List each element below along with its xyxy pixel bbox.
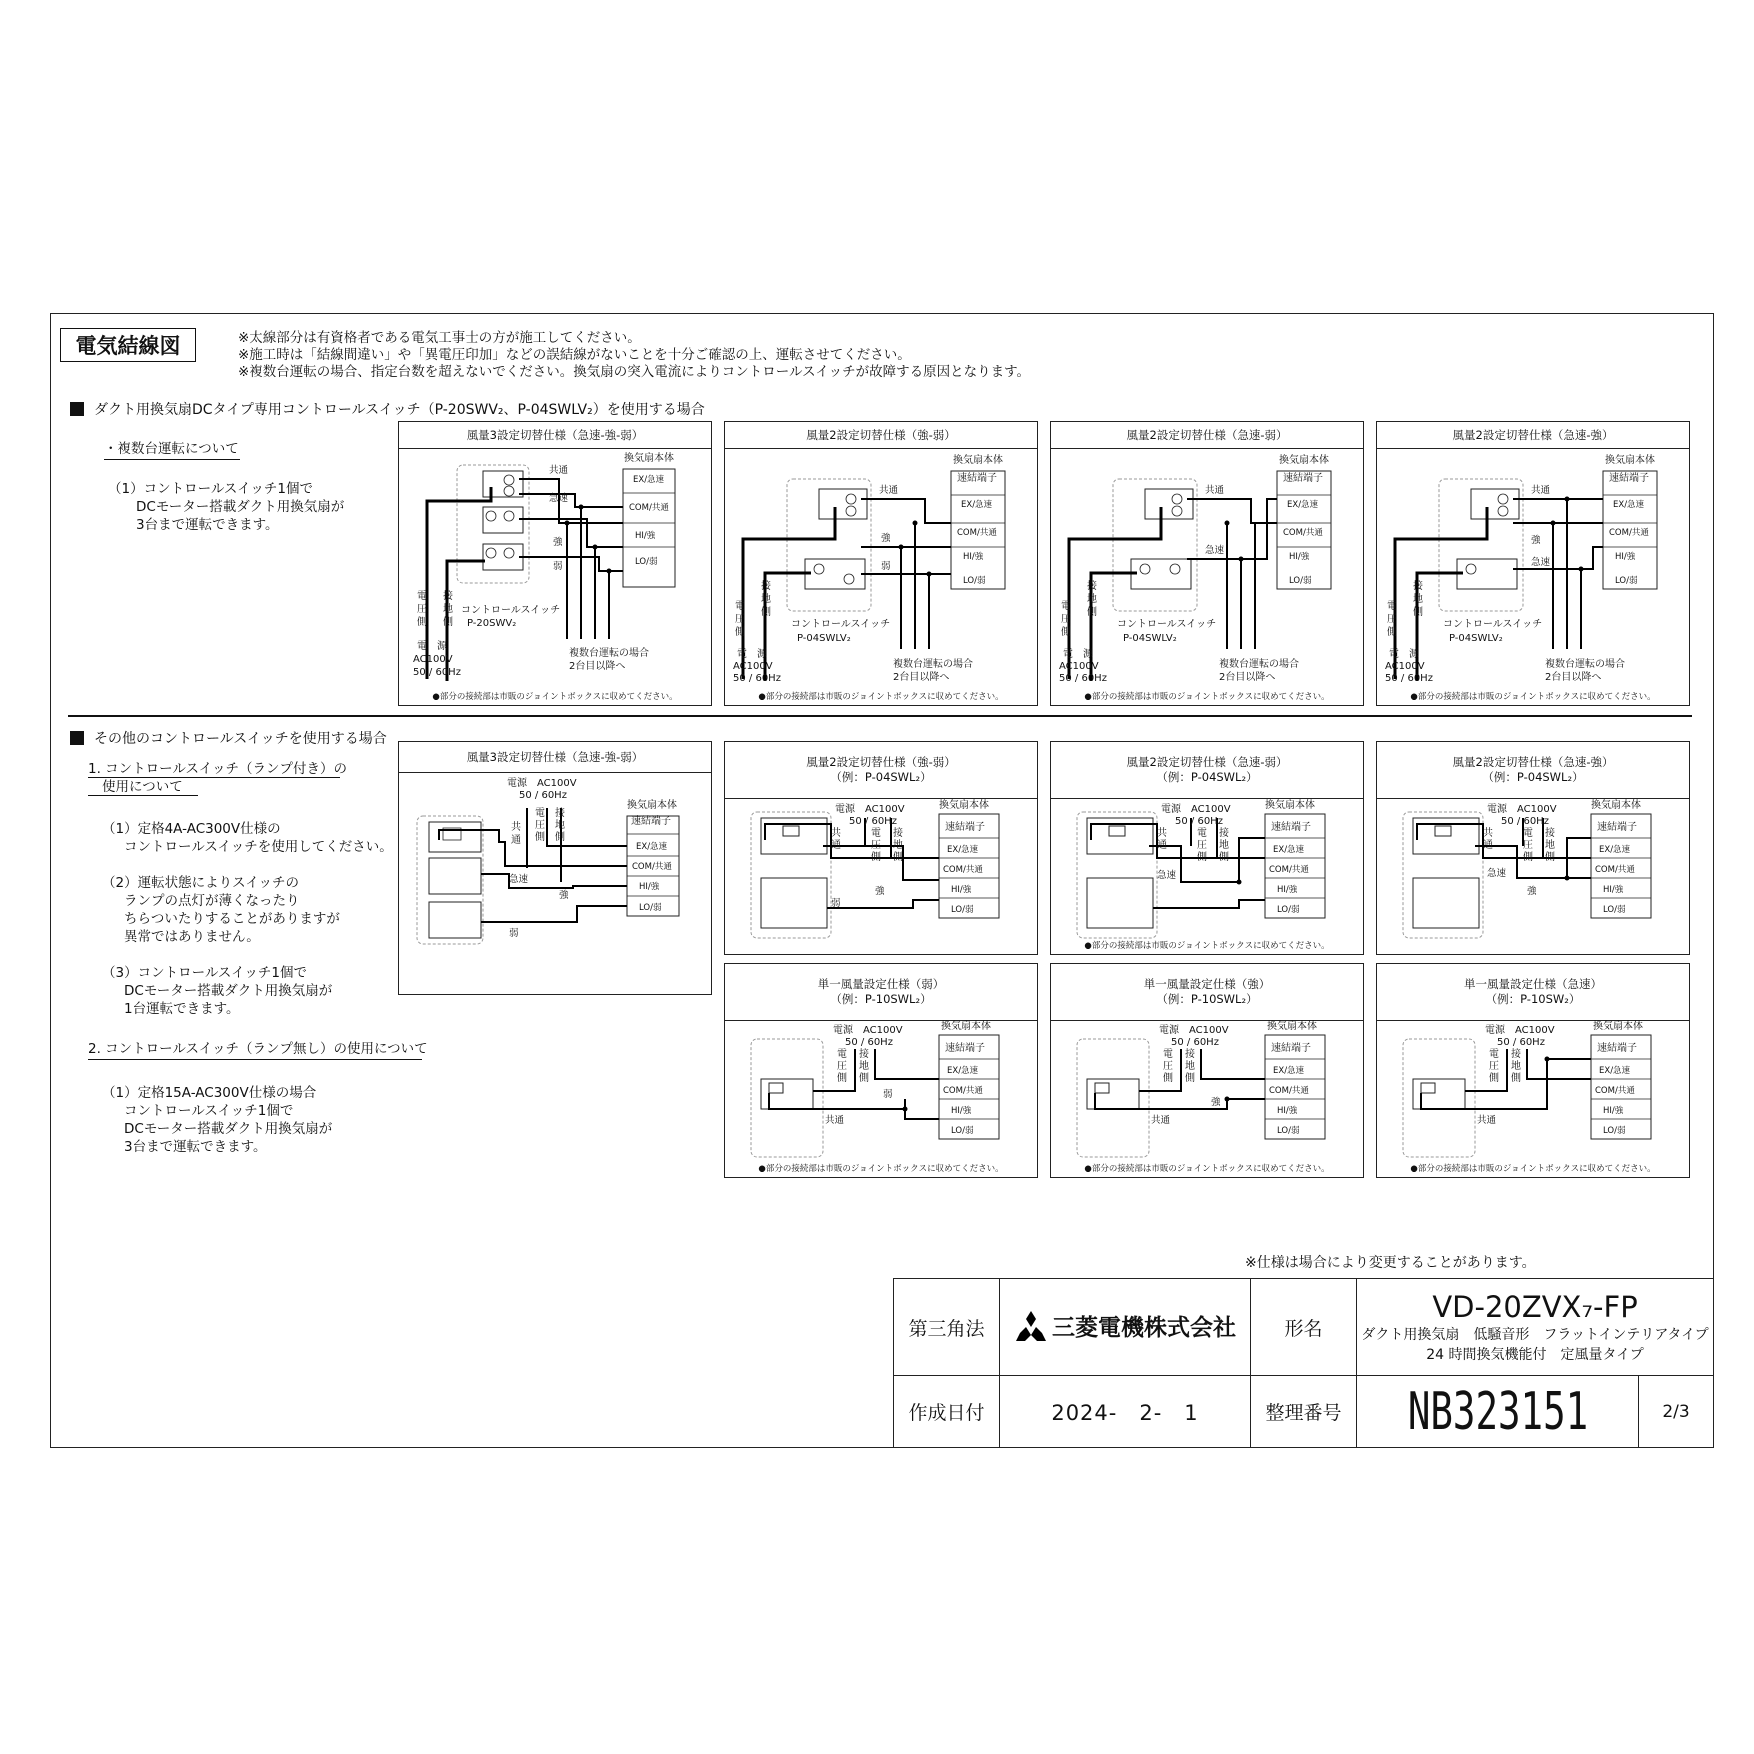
svg-text:電: 電: [1489, 1049, 1499, 1060]
svg-text:EX/急速: EX/急速: [947, 1066, 979, 1076]
svg-text:電 源: 電 源: [737, 649, 767, 660]
svg-text:通: 通: [511, 835, 521, 846]
svg-text:弱: 弱: [831, 898, 841, 909]
svg-text:電 源: 電 源: [417, 641, 447, 652]
svg-text:2台目以降へ: 2台目以降へ: [569, 661, 626, 672]
svg-text:側: 側: [735, 627, 745, 638]
company-name: 三菱電機株式会社: [1052, 1315, 1236, 1342]
svg-text:COM/共通: COM/共通: [1269, 1086, 1309, 1096]
wiring-diagram: [1377, 1019, 1688, 1177]
svg-text:LO/弱: LO/弱: [1277, 905, 1300, 915]
wiring-panel-r1-1: 風量3設定切替仕様（急速-強-弱） 換気扇本体 EX/急速 COM/共通 HI/強 LO/弱 共通 急速 強 弱 電 圧 側 接 地 側 コントロールスイッチ P-20SWV₂ 電 源 AC100V 50 / 60Hz 複数台運転の場合 2台目以降へ ●部分の接続部は市販のジョイントボックスに収めてください。: [398, 421, 712, 706]
svg-text:EX/急速: EX/急速: [961, 500, 993, 510]
svg-text:HI/強: HI/強: [639, 882, 660, 892]
model-desc-1: ダクト用換気扇 低騒音形 フラットインテリアタイプ: [1361, 1327, 1709, 1343]
svg-text:電源 AC100V: 電源 AC100V: [1487, 804, 1557, 815]
model-number: VD-20ZVX₇-FP: [1432, 1290, 1638, 1324]
wiring-panel-r3-1: 単一風量設定仕様（弱） （例：P-10SWL₂） 電源 AC100V 50 / 60Hz 換気扇本体 速結端子 EX/急速 COM/共通 HI/強 LO/弱 電 圧 側 接 地 側 共通 弱 ●部分の接続部は市販のジョイントボックスに収めてください。: [724, 963, 1038, 1178]
svg-text:共通: 共通: [549, 465, 569, 476]
wiring-diagram: [399, 772, 710, 994]
svg-text:急速: 急速: [1487, 868, 1507, 879]
svg-text:共通: 共通: [825, 1115, 845, 1126]
svg-text:側: 側: [761, 607, 771, 618]
svg-text:圧: 圧: [1387, 614, 1397, 625]
svg-text:電源 AC100V: 電源 AC100V: [833, 1025, 903, 1036]
multi-text: （1）コントロールスイッチ1個で DCモーター搭載ダクト用換気扇が 3台まで運転できます。: [108, 481, 345, 533]
wiring-diagram: [1051, 798, 1362, 954]
svg-text:電源 AC100V: 電源 AC100V: [1159, 1025, 1229, 1036]
panel-title: 風量2設定切替仕様（急速-弱） （例：P-04SWL₂）: [1051, 742, 1363, 799]
wiring-diagram: [1377, 449, 1688, 705]
svg-text:50 / 60Hz: 50 / 60Hz: [733, 673, 781, 684]
svg-text:COM/共通: COM/共通: [1283, 528, 1323, 538]
svg-text:電: 電: [1163, 1049, 1173, 1060]
svg-text:EX/急速: EX/急速: [1599, 845, 1631, 855]
svg-text:側: 側: [1413, 607, 1423, 618]
svg-text:換気扇本体: 換気扇本体: [627, 800, 677, 811]
svg-text:地: 地: [1219, 840, 1229, 851]
svg-text:速結端子: 速結端子: [957, 473, 997, 484]
svg-text:電源 AC100V: 電源 AC100V: [507, 778, 577, 789]
wiring-diagram: [725, 798, 1036, 954]
section1-heading: ダクト用換気扇DCタイプ専用コントロールスイッチ（P-20SWV₂、P-04SWLV₂）を使用する場合: [70, 399, 705, 419]
svg-text:側: 側: [1219, 852, 1229, 863]
svg-text:接: 接: [1511, 1049, 1521, 1060]
svg-text:電: 電: [735, 601, 745, 612]
wiring-panel-r2-1: [398, 741, 712, 995]
svg-text:側: 側: [871, 852, 881, 863]
note-3: ※複数台運転の場合、指定台数を超えないでください。換気扇の突入電流によりコントロールスイッチが故障する原因となります。: [238, 364, 1031, 380]
svg-text:COM/共通: COM/共通: [1595, 865, 1635, 875]
svg-text:側: 側: [1523, 852, 1533, 863]
svg-text:LO/弱: LO/弱: [1289, 576, 1312, 586]
svg-text:HI/強: HI/強: [1289, 552, 1310, 562]
panel-title: 風量2設定切替仕様（急速-弱）: [1051, 422, 1363, 449]
svg-text:P-20SWV₂: P-20SWV₂: [467, 618, 517, 629]
svg-text:EX/急速: EX/急速: [947, 845, 979, 855]
svg-text:AC100V: AC100V: [1385, 661, 1425, 672]
svg-text:換気扇本体: 換気扇本体: [1593, 1021, 1643, 1032]
panel-title: 単一風量設定仕様（急速） （例：P-10SW₂）: [1377, 964, 1689, 1021]
svg-text:コントロールスイッチ: コントロールスイッチ: [1117, 619, 1217, 630]
svg-text:地: 地: [555, 820, 565, 831]
svg-text:電: 電: [837, 1049, 847, 1060]
square-bullet-icon: [70, 731, 84, 745]
svg-text:複数台運転の場合: 複数台運転の場合: [893, 659, 973, 670]
svg-text:COM/共通: COM/共通: [629, 503, 669, 513]
panel-title: 風量3設定切替仕様（急速-強-弱）: [399, 742, 711, 773]
svg-text:2台目以降へ: 2台目以降へ: [1219, 672, 1276, 683]
panel-title: 風量2設定切替仕様（強-弱）: [725, 422, 1037, 449]
svg-text:接: 接: [1545, 828, 1555, 839]
svg-text:EX/急速: EX/急速: [1273, 845, 1305, 855]
svg-text:50 / 60Hz: 50 / 60Hz: [1385, 673, 1433, 684]
wiring-panel-r1-3: 風量2設定切替仕様（急速-弱） 換気扇本体 速結端子 EX/急速 COM/共通 HI/強 LO/弱 共通 急速 電 圧 側 接 地 側 コントロールスイッチ P-04SWLV₂ 電 源 AC100V 50 / 60Hz 複数台運転の場合 2台目以降へ ●部分の接続部は市販のジョイントボックスに収めてください。: [1050, 421, 1364, 706]
svg-text:複数台運転の場合: 複数台運転の場合: [1545, 659, 1625, 670]
svg-text:50 / 60Hz: 50 / 60Hz: [849, 816, 897, 827]
svg-text:地: 地: [443, 604, 453, 615]
svg-text:速結端子: 速結端子: [945, 1043, 985, 1054]
svg-text:急速: 急速: [549, 493, 569, 504]
svg-text:接: 接: [1185, 1049, 1195, 1060]
wiring-diagram: [399, 449, 710, 705]
notes: [238, 330, 1030, 381]
svg-text:地: 地: [1545, 840, 1555, 851]
svg-text:AC100V: AC100V: [1059, 661, 1099, 672]
svg-text:COM/共通: COM/共通: [957, 528, 997, 538]
company-cell: [1000, 1279, 1251, 1376]
svg-text:側: 側: [555, 832, 565, 843]
svg-text:電源 AC100V: 電源 AC100V: [1161, 804, 1231, 815]
svg-text:複数台運転の場合: 複数台運転の場合: [569, 648, 649, 659]
wiring-diagram: [725, 449, 1036, 705]
svg-text:共: 共: [1483, 828, 1493, 839]
svg-text:EX/急速: EX/急速: [1273, 1066, 1305, 1076]
svg-text:EX/急速: EX/急速: [1613, 500, 1645, 510]
wiring-panel-r2-2: [724, 741, 1038, 955]
svg-text:換気扇本体: 換気扇本体: [1591, 800, 1641, 811]
svg-text:HI/強: HI/強: [963, 552, 984, 562]
svg-text:強: 強: [881, 533, 891, 544]
svg-text:50 / 60Hz: 50 / 60Hz: [413, 667, 461, 678]
svg-text:強: 強: [1211, 1097, 1221, 1108]
svg-text:HI/強: HI/強: [635, 531, 656, 541]
svg-text:圧: 圧: [837, 1061, 847, 1072]
svg-text:AC100V: AC100V: [733, 661, 773, 672]
svg-text:強: 強: [559, 890, 569, 901]
panel-title: 風量2設定切替仕様（急速-強） （例：P-04SWL₂）: [1377, 742, 1689, 799]
svg-text:LO/弱: LO/弱: [1277, 1126, 1300, 1136]
wiring-panel-r1-2: 風量2設定切替仕様（強-弱） 換気扇本体 速結端子 EX/急速 COM/共通 HI/強 LO/弱 共通 強 弱 電 圧 側 接 地 側 コントロールスイッチ P-04SWLV₂ 電 源 AC100V 50 / 60Hz 複数台運転の場合 2台目以降へ ●部分の接続部は市販のジョイントボックスに収めてください。: [724, 421, 1038, 706]
svg-text:側: 側: [1489, 1073, 1499, 1084]
underline: [88, 1059, 422, 1060]
svg-text:接: 接: [1219, 828, 1229, 839]
svg-text:HI/強: HI/強: [1603, 885, 1624, 895]
svg-text:接: 接: [443, 591, 453, 602]
date-value: 2024- 2- 1: [1000, 1376, 1251, 1448]
svg-text:50 / 60Hz: 50 / 60Hz: [1059, 673, 1107, 684]
svg-text:HI/強: HI/強: [951, 1106, 972, 1116]
svg-text:電源 AC100V: 電源 AC100V: [835, 804, 905, 815]
panel-title: 単一風量設定仕様（弱） （例：P-10SWL₂）: [725, 964, 1037, 1021]
svg-text:速結端子: 速結端子: [1271, 822, 1311, 833]
svg-text:LO/弱: LO/弱: [639, 903, 662, 913]
svg-text:50 / 60Hz: 50 / 60Hz: [845, 1037, 893, 1048]
svg-text:電: 電: [871, 828, 881, 839]
svg-text:電: 電: [535, 808, 545, 819]
svg-text:地: 地: [893, 840, 903, 851]
panel-title: 風量2設定切替仕様（急速-強）: [1377, 422, 1689, 449]
svg-text:側: 側: [859, 1073, 869, 1084]
svg-text:弱: 弱: [883, 1089, 893, 1100]
svg-text:急速: 急速: [1157, 870, 1177, 881]
mitsubishi-logo-icon: [1014, 1311, 1048, 1341]
date-label: 作成日付: [894, 1376, 1000, 1448]
svg-text:地: 地: [859, 1061, 869, 1072]
svg-text:換気扇本体: 換気扇本体: [1605, 455, 1655, 466]
svg-text:複数台運転の場合: 複数台運転の場合: [1219, 659, 1299, 670]
svg-text:HI/強: HI/強: [1615, 552, 1636, 562]
svg-text:50 / 60Hz: 50 / 60Hz: [1171, 1037, 1219, 1048]
number-value: NB323151: [1396, 1376, 1599, 1448]
square-bullet-icon: [70, 402, 84, 416]
svg-text:強: 強: [875, 886, 885, 897]
model-desc-2: 24 時間換気機能付 定風量タイプ: [1426, 1347, 1644, 1363]
svg-text:強: 強: [553, 537, 563, 548]
svg-text:換気扇本体: 換気扇本体: [1265, 800, 1315, 811]
svg-text:P-04SWLV₂: P-04SWLV₂: [1449, 633, 1503, 644]
svg-text:圧: 圧: [1061, 614, 1071, 625]
svg-text:共: 共: [831, 828, 841, 839]
svg-text:LO/弱: LO/弱: [1615, 576, 1638, 586]
svg-text:50 / 60Hz: 50 / 60Hz: [1497, 1037, 1545, 1048]
underline: [104, 459, 240, 460]
wiring-panel-r1-4: 風量2設定切替仕様（急速-強） 換気扇本体 速結端子 EX/急速 COM/共通 HI/強 LO/弱 共通 強 急速 電 圧 側 接 地 側 コントロールスイッチ P-04SWLV₂ 電 源 AC100V 50 / 60Hz 複数台運転の場合 2台目以降へ ●部分の接続部は市販のジョイントボックスに収めてください。: [1376, 421, 1690, 706]
svg-text:側: 側: [1545, 852, 1555, 863]
svg-text:地: 地: [1185, 1061, 1195, 1072]
svg-text:圧: 圧: [735, 614, 745, 625]
svg-text:電 源: 電 源: [1389, 649, 1419, 660]
svg-text:速結端子: 速結端子: [1597, 1043, 1637, 1054]
svg-text:弱: 弱: [553, 561, 563, 572]
underline: [88, 777, 340, 778]
svg-text:LO/弱: LO/弱: [951, 905, 974, 915]
svg-text:側: 側: [1185, 1073, 1195, 1084]
wiring-panel-r2-3: 風量2設定切替仕様（急速-弱） （例：P-04SWL₂） 電源 AC100V 50 / 60Hz 換気扇本体 速結端子 EX/急速 COM/共通 HI/強 LO/弱 共 通 電 圧 側 接 地 側 急速 ●部分の接続部は市販のジョイントボックスに収めてください。: [1050, 741, 1364, 955]
wiring-diagram: [1051, 1019, 1362, 1177]
svg-text:強: 強: [1531, 535, 1541, 546]
svg-text:接: 接: [1413, 581, 1423, 592]
panel-title: 風量3設定切替仕様（急速-強-弱）: [399, 422, 711, 449]
item1-title: 1. コントロールスイッチ（ランプ付き）の 使用について: [88, 761, 347, 795]
svg-text:換気扇本体: 換気扇本体: [953, 455, 1003, 466]
svg-text:共通: 共通: [879, 485, 899, 496]
svg-text:電: 電: [417, 591, 427, 602]
svg-text:接: 接: [859, 1049, 869, 1060]
svg-text:2台目以降へ: 2台目以降へ: [893, 672, 950, 683]
item1-p2: （2）運転状態によりスイッチの ランプの点灯が薄くなったり ちらついたりすることがありますが 異常ではありません。: [102, 875, 340, 945]
svg-text:AC100V: AC100V: [413, 654, 453, 665]
svg-text:LO/弱: LO/弱: [1603, 1126, 1626, 1136]
svg-text:COM/共通: COM/共通: [943, 1086, 983, 1096]
section-divider: [68, 715, 1692, 717]
svg-text:側: 側: [417, 617, 427, 628]
svg-text:電: 電: [1061, 601, 1071, 612]
svg-text:側: 側: [1511, 1073, 1521, 1084]
wiring-diagram: [725, 1019, 1036, 1177]
svg-text:コントロールスイッチ: コントロールスイッチ: [791, 619, 891, 630]
svg-text:共通: 共通: [1477, 1115, 1497, 1126]
number-label: 整理番号: [1251, 1376, 1357, 1448]
svg-text:電 源: 電 源: [1063, 649, 1093, 660]
wiring-panel-r2-4: [1376, 741, 1690, 955]
svg-text:圧: 圧: [1489, 1061, 1499, 1072]
item1-p3: （3）コントロールスイッチ1個で DCモーター搭載ダクト用換気扇が 1台運転できます。: [102, 965, 333, 1017]
svg-text:共通: 共通: [1151, 1115, 1171, 1126]
svg-text:接: 接: [761, 581, 771, 592]
item2-title: 2. コントロールスイッチ（ランプ無し）の使用について: [88, 1041, 428, 1057]
svg-text:急速: 急速: [509, 874, 529, 885]
model-cell: [1357, 1279, 1714, 1376]
svg-text:50 / 60Hz: 50 / 60Hz: [519, 790, 567, 801]
svg-text:EX/急速: EX/急速: [1287, 500, 1319, 510]
svg-text:EX/急速: EX/急速: [633, 475, 665, 485]
svg-text:圧: 圧: [871, 840, 881, 851]
panel-title: 風量2設定切替仕様（強-弱） （例：P-04SWL₂）: [725, 742, 1037, 799]
svg-text:圧: 圧: [417, 604, 427, 615]
svg-text:速結端子: 速結端子: [1283, 473, 1323, 484]
svg-text:通: 通: [1157, 840, 1167, 851]
svg-text:速結端子: 速結端子: [1609, 473, 1649, 484]
svg-text:側: 側: [837, 1073, 847, 1084]
svg-text:EX/急速: EX/急速: [1599, 1066, 1631, 1076]
svg-text:COM/共通: COM/共通: [1609, 528, 1649, 538]
wiring-diagram: [1377, 798, 1688, 954]
multi-title: ・複数台運転について: [104, 441, 239, 457]
svg-text:P-04SWLV₂: P-04SWLV₂: [1123, 633, 1177, 644]
svg-text:速結端子: 速結端子: [1597, 822, 1637, 833]
svg-text:圧: 圧: [1163, 1061, 1173, 1072]
svg-text:COM/共通: COM/共通: [943, 865, 983, 875]
svg-text:急速: 急速: [1531, 557, 1551, 568]
svg-text:弱: 弱: [881, 561, 891, 572]
svg-text:電: 電: [1523, 828, 1533, 839]
svg-text:HI/強: HI/強: [1277, 885, 1298, 895]
svg-text:P-04SWLV₂: P-04SWLV₂: [797, 633, 851, 644]
item2-p1: （1）定格15A-AC300V仕様の場合 コントロールスイッチ1個で DCモーター搭載ダクト用換気扇が 3台まで運転できます。: [102, 1085, 333, 1155]
svg-text:LO/弱: LO/弱: [951, 1126, 974, 1136]
svg-text:側: 側: [1197, 852, 1207, 863]
wiring-panel-r3-3: 単一風量設定仕様（急速） （例：P-10SW₂） 電源 AC100V 50 / 60Hz 換気扇本体 速結端子 EX/急速 COM/共通 HI/強 LO/弱 電 圧 側 接 地 側 共通 ●部分の接続部は市販のジョイントボックスに収めてください。: [1376, 963, 1690, 1178]
svg-text:通: 通: [831, 840, 841, 851]
svg-text:LO/弱: LO/弱: [635, 557, 658, 567]
panel-title: 単一風量設定仕様（強） （例：P-10SWL₂）: [1051, 964, 1363, 1021]
svg-text:換気扇本体: 換気扇本体: [1267, 1021, 1317, 1032]
svg-text:共通: 共通: [1205, 485, 1225, 496]
svg-text:急速: 急速: [1205, 545, 1225, 556]
svg-text:速結端子: 速結端子: [945, 822, 985, 833]
svg-text:地: 地: [761, 594, 771, 605]
sheet-number: 2/3: [1639, 1376, 1714, 1448]
svg-text:速結端子: 速結端子: [631, 816, 671, 827]
svg-text:地: 地: [1087, 594, 1097, 605]
svg-text:圧: 圧: [535, 820, 545, 831]
svg-text:50 / 60Hz: 50 / 60Hz: [1175, 816, 1223, 827]
svg-text:側: 側: [443, 617, 453, 628]
svg-text:HI/強: HI/強: [951, 885, 972, 895]
svg-text:COM/共通: COM/共通: [632, 862, 672, 872]
svg-text:電源 AC100V: 電源 AC100V: [1485, 1025, 1555, 1036]
svg-text:側: 側: [1387, 627, 1397, 638]
svg-text:EX/急速: EX/急速: [636, 842, 668, 852]
svg-text:HI/強: HI/強: [1277, 1106, 1298, 1116]
svg-text:圧: 圧: [1523, 840, 1533, 851]
fan-body-label: 換気扇本体: [624, 453, 674, 464]
svg-text:コントロールスイッチ: コントロールスイッチ: [1443, 619, 1543, 630]
svg-text:共: 共: [511, 822, 521, 833]
svg-text:LO/弱: LO/弱: [1603, 905, 1626, 915]
item1-p1: （1）定格4A-AC300V仕様の コントロールスイッチを使用してください。: [102, 821, 393, 855]
svg-text:側: 側: [1163, 1073, 1173, 1084]
svg-text:電: 電: [1197, 828, 1207, 839]
svg-text:側: 側: [535, 832, 545, 843]
underline: [88, 795, 198, 796]
svg-text:COM/共通: COM/共通: [1269, 865, 1309, 875]
svg-text:圧: 圧: [1197, 840, 1207, 851]
svg-text:側: 側: [1087, 607, 1097, 618]
svg-text:速結端子: 速結端子: [1271, 1043, 1311, 1054]
svg-text:50 / 60Hz: 50 / 60Hz: [1501, 816, 1549, 827]
svg-text:換気扇本体: 換気扇本体: [941, 1021, 991, 1032]
svg-text:換気扇本体: 換気扇本体: [1279, 455, 1329, 466]
projection-label: 第三角法: [894, 1279, 1000, 1376]
svg-text:地: 地: [1413, 594, 1423, 605]
title-block: [893, 1278, 1714, 1448]
svg-text:共通: 共通: [1531, 485, 1551, 496]
note-2: ※施工時は「結線間違い」や「異電圧印加」などの誤結線がないことを十分ご確認の上、運転させてください。: [238, 347, 911, 363]
spec-note: ※仕様は場合により変更することがあります。: [1245, 1255, 1536, 1271]
svg-text:2台目以降へ: 2台目以降へ: [1545, 672, 1602, 683]
svg-text:接: 接: [1087, 581, 1097, 592]
section2-heading: その他のコントロールスイッチを使用する場合: [70, 728, 387, 748]
model-label: 形名: [1251, 1279, 1357, 1376]
wiring-diagram: [1051, 449, 1362, 705]
svg-text:接: 接: [893, 828, 903, 839]
svg-text:LO/弱: LO/弱: [963, 576, 986, 586]
svg-text:側: 側: [1061, 627, 1071, 638]
svg-text:接: 接: [555, 808, 565, 819]
page-title: 電気結線図: [60, 328, 196, 362]
svg-text:側: 側: [893, 852, 903, 863]
svg-text:強: 強: [1527, 886, 1537, 897]
svg-text:COM/共通: COM/共通: [1595, 1086, 1635, 1096]
svg-text:共: 共: [1157, 828, 1167, 839]
note-1: ※太線部分は有資格者である電気工事士の方が施工してください。: [238, 330, 641, 346]
svg-text:電: 電: [1387, 601, 1397, 612]
svg-text:HI/強: HI/強: [1603, 1106, 1624, 1116]
svg-text:コントロールスイッチ: コントロールスイッチ: [461, 605, 561, 616]
svg-text:地: 地: [1511, 1061, 1521, 1072]
svg-text:弱: 弱: [509, 928, 519, 939]
svg-text:換気扇本体: 換気扇本体: [939, 800, 989, 811]
wiring-panel-r3-2: 単一風量設定仕様（強） （例：P-10SWL₂） 電源 AC100V 50 / 60Hz 換気扇本体 速結端子 EX/急速 COM/共通 HI/強 LO/弱 電 圧 側 接 地 側 共通 強 ●部分の接続部は市販のジョイントボックスに収めてください。: [1050, 963, 1364, 1178]
svg-text:通: 通: [1483, 840, 1493, 851]
